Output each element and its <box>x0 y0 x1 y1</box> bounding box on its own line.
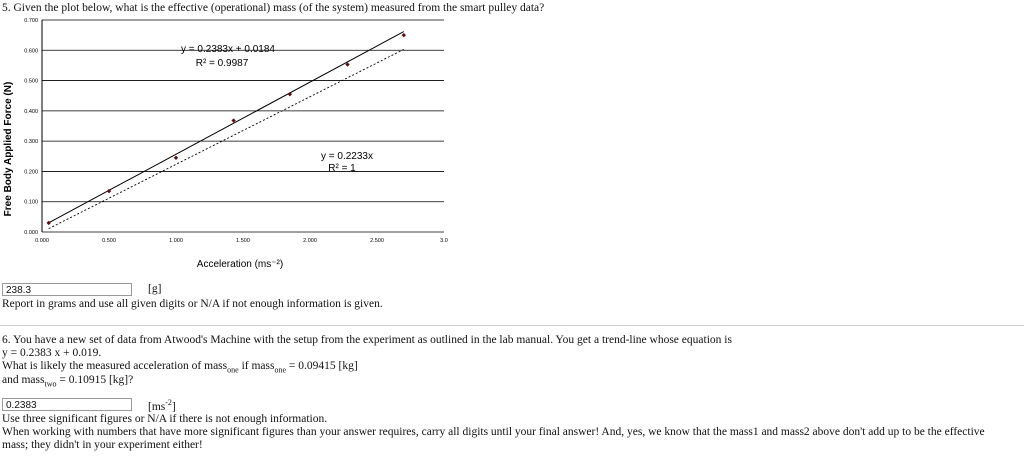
x-tick-label: 2.000 <box>303 238 317 244</box>
x-tick-label: 1.000 <box>169 238 183 244</box>
x-tick-label: 0.000 <box>35 238 49 244</box>
q6-line4-pre: and mass <box>2 374 45 386</box>
y-tick-label: 0.100 <box>24 199 38 206</box>
q6-line4 <box>2 374 133 390</box>
y-tick-label: 0.300 <box>24 139 38 146</box>
q5-instruction: Report in grams and use all given digits or N/A if not enough information is given. <box>2 298 383 310</box>
q5-answer-field[interactable]: 238.3 <box>2 283 132 296</box>
q6-instruction-2: When working with numbers that have more significant figures than your answer requires, carry all digits until your final answer! And, yes, we know that the mass1 and mass2 above don't add up to be the effective mass; they didn't in your experiment either! <box>2 426 985 451</box>
q6-line3-mid: if mass <box>238 360 275 372</box>
x-tick-label: 0.500 <box>102 238 116 244</box>
y-tick-label: 0.200 <box>24 169 38 176</box>
y-tick-label: 0.500 <box>24 78 38 85</box>
q6-unit <box>148 398 176 413</box>
q6-sub-one-b: one <box>274 365 287 375</box>
y-tick-label: 0.700 <box>24 18 38 24</box>
data-point <box>47 221 51 225</box>
y-tick-label: 0.400 <box>24 108 38 115</box>
ideal-equation-label: y = 0.2233x <box>321 151 373 162</box>
y-axis-label: Free Body Applied Force (N) <box>3 81 14 217</box>
q6-line2: y = 0.2383 x + 0.019. <box>2 347 102 359</box>
fit-equation-label: y = 0.2383x + 0.0184 <box>181 44 275 55</box>
x-axis-label: Acceleration (ms⁻²) <box>196 259 284 270</box>
data-point <box>288 92 292 96</box>
x-tick-label: 2.500 <box>370 238 384 244</box>
q6-instruction-1: Use three significant figures or N/A if there is not enough information. <box>2 413 328 425</box>
q6-unit-post: ] <box>171 400 176 413</box>
q6-line3-pre: What is likely the measured acceleration of mass <box>2 360 228 372</box>
data-point <box>174 156 178 160</box>
q6-answer-field[interactable]: 0.2383 <box>2 398 132 411</box>
q6-unit-sup: -2 <box>165 398 172 407</box>
q6-line1: 6. You have a new set of data from Atwood's Machine with the setup from the experiment as outlined in the lab manual. You get a trend-line whose equation is <box>2 334 732 346</box>
force-vs-acceleration-chart <box>0 14 460 284</box>
fit-r2-label: R² = 0.9987 <box>195 58 249 69</box>
y-tick-label: 0.000 <box>24 230 38 236</box>
q6-unit-pre: [ms <box>148 400 166 413</box>
x-tick-label: 1.500 <box>236 238 250 244</box>
q6-line3-post: = 0.09415 [kg] <box>286 360 358 372</box>
x-tick-label: 3.0 <box>440 238 448 244</box>
q5-unit: [g] <box>148 283 162 295</box>
y-tick-label: 0.600 <box>24 48 38 55</box>
q6-sub-two: two <box>44 379 57 389</box>
q6-line4-post: = 0.10915 [kg]? <box>56 374 134 386</box>
question-5-prompt: 5. Given the plot below, what is the effective (operational) mass (of the system) measured from the smart pulley data? <box>2 2 545 14</box>
data-point <box>402 33 406 37</box>
ideal-r2-label: R² = 1 <box>328 163 356 174</box>
question-separator <box>0 325 1024 326</box>
q6-sub-one: one <box>227 365 239 375</box>
